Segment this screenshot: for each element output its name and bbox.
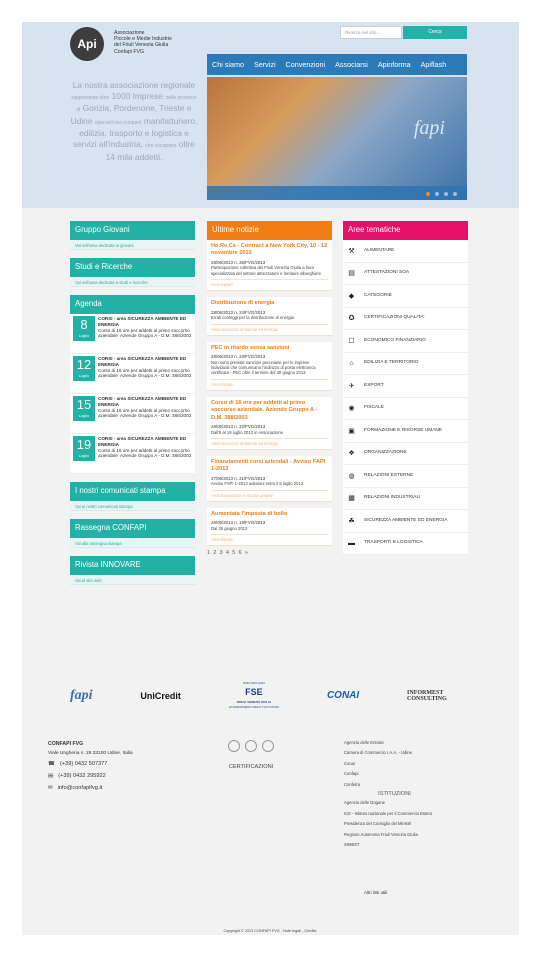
news-text: Dal 26 giugno 2013 (211, 525, 248, 531)
theme-label: RELAZIONI INDUSTRIALI (364, 495, 421, 501)
cert-badge-icon (245, 740, 257, 752)
theme-label: CATEGORIE (364, 292, 392, 298)
nav-apinforma[interactable]: Apinforma (377, 60, 411, 69)
agenda-desc: Corso di 16 ore per addetti al primo soccorso aziendale. Aziende Gruppo A - D.M. 388/2003 (98, 447, 192, 459)
unicredit-logo[interactable]: UniCredit (140, 690, 181, 701)
cert-badge-icon (228, 740, 240, 752)
slider-dots (426, 192, 457, 196)
footer-company: CONFAPI FVG (48, 741, 84, 747)
news-tag[interactable]: Area formazione e risorse umane (211, 490, 328, 498)
box-title: Ultime notizie (207, 221, 332, 240)
hero-caption: fapi (413, 117, 445, 139)
agenda-day: 19 (76, 437, 92, 452)
agenda-title: CORSI - area SICUREZZA AMBIENTE ED ENERGIA (98, 436, 187, 447)
news-meta: 26/06/2013 n. 19/FVG/2013 (211, 520, 266, 526)
footer-link[interactable]: Presidenza del Consiglio dei Ministri (344, 821, 412, 827)
intro-part: che occupano (145, 142, 177, 149)
left-column (70, 221, 195, 593)
news-tag[interactable]: Area fiscale (211, 379, 328, 387)
fapi-logo[interactable]: fapi (70, 687, 93, 703)
agenda-desc: Corso di 16 ore per addetti al primo soccorso aziendale. Aziende Gruppo A - D.M. 388/2003 (98, 367, 192, 379)
header (22, 22, 519, 208)
agenda-day: 12 (76, 357, 92, 372)
agenda-month: Luglio (78, 414, 90, 418)
footer-fax (48, 770, 133, 782)
news-meta: 27/06/2013 n. 21/FVG/2013 (211, 475, 266, 481)
intro-part: operanti nei comparti (94, 119, 142, 126)
nav-convenzioni[interactable]: Convenzioni (285, 60, 326, 69)
slider-dot[interactable] (435, 192, 439, 196)
news-text: Non sono previste sanzioni pecuniarie per le imprese individuali che comunicano l'indirizzo di posta elettronica certificata - PEC oltre il termine del 30 giugno 2013. (211, 359, 316, 376)
news-item (207, 397, 332, 450)
fse-logo[interactable] (229, 680, 279, 711)
theme-item[interactable] (343, 353, 468, 376)
copyright: Copyright © 2013 CONFAPI FVG - Note legali - Credits (223, 929, 317, 933)
logo-line: Confapi FVG (114, 48, 144, 55)
logo-line: del Friuli Venezia Giulia (114, 42, 169, 49)
gruppo-giovani-box (70, 221, 195, 250)
globe-icon: ◍ (348, 472, 355, 480)
logo-line: Associazione (114, 30, 145, 36)
news-title[interactable]: Aumentata l'imposta di bollo (211, 510, 288, 517)
theme-item[interactable] (343, 308, 468, 331)
box-title: Rivista INNOVARE (70, 556, 195, 575)
footer-link[interactable]: SIMEST (344, 842, 360, 848)
email-link[interactable]: info@confapifvg.it (57, 785, 103, 791)
intro-part: manifatturiero, edilizia, trasporto e logistica e servizi all'industria, (72, 115, 198, 149)
news-tag[interactable]: Area sicurezza ambiente ed energia (211, 324, 328, 332)
agenda-date (73, 436, 95, 461)
theme-label: CERTIFICAZIONI QUALITA' (364, 315, 425, 321)
footer-address: Viale Ungheria n. 28 33100 Udine, Italia (48, 751, 133, 756)
agenda-item[interactable] (70, 314, 195, 354)
news-title[interactable]: Distribuzione di energia (211, 300, 275, 307)
mail-icon: ✉ (48, 785, 53, 791)
theme-item[interactable] (343, 420, 468, 443)
footer-link[interactable]: Camera di Commercio I.A.A. - Udine (344, 750, 412, 756)
box-link[interactable]: Vai ai nostri comunicati stampa (70, 501, 195, 511)
nav-associarsi[interactable]: Associarsi (335, 60, 368, 69)
medal-icon: ✪ (348, 315, 355, 323)
nav-chi-siamo[interactable]: Chi siamo (212, 60, 244, 69)
news-tag[interactable]: Area export (211, 279, 328, 287)
slider-dot[interactable] (444, 192, 448, 196)
news-text: Avviso FAPI 1-2013 adesioni entro il 5 luglio 2013 (211, 481, 304, 487)
contact-card-icon: ▣ (348, 427, 355, 435)
footer-phone (48, 758, 133, 770)
box-title: Rassegna CONFAPI (70, 519, 195, 538)
news-meta: 28/06/2013 n. 25/FVG/2013 (211, 259, 266, 265)
agenda-day: 15 (76, 397, 92, 412)
fax-icon: ▤ (48, 773, 54, 779)
box-title: I nostri comunicati stampa (70, 482, 195, 501)
org-chart-icon: ❖ (348, 450, 355, 458)
theme-label: RELAZIONI ESTERNE (364, 472, 414, 478)
slider-dot[interactable] (426, 192, 430, 196)
box-link[interactable]: Vai nell'area dedicata ai giovani (70, 240, 195, 250)
fse-sub: FRIULI VENEZIA GIULIA (236, 700, 272, 704)
cert-badge-icon (262, 740, 274, 752)
coin-icon: ◉ (348, 405, 355, 413)
news-tag[interactable]: Area sicurezza ambiente ed energia (211, 438, 328, 446)
leaf-icon: ☘ (348, 517, 355, 525)
news-item (207, 508, 332, 546)
news-title[interactable]: Finanziamenti corsi aziendali - Avviso FAPI 1-2013 (211, 459, 326, 473)
agenda-item[interactable] (70, 394, 195, 434)
intro-text (70, 80, 198, 162)
theme-label: ALIMENTARE (364, 247, 395, 253)
footer-link[interactable]: Agenzia delle Dogane (344, 800, 385, 806)
fse-name: FSE (245, 687, 263, 697)
informest-logo[interactable]: INFORMEST CONSULTING (407, 689, 447, 702)
footer-email (48, 782, 133, 794)
agenda-date (73, 356, 95, 381)
agenda-day: 8 (80, 317, 88, 332)
theme-item[interactable] (343, 488, 468, 511)
theme-item[interactable] (343, 240, 468, 263)
phone-icon: ☎ (48, 761, 55, 767)
intro-part: oltre 14 mila addetti. (105, 138, 196, 162)
news-item (207, 456, 332, 502)
theme-item[interactable] (343, 263, 468, 286)
agenda-title: CORSI - area SICUREZZA AMBIENTE ED ENERGIA (98, 356, 187, 367)
rassegna-box (70, 519, 195, 548)
intro-part: La nostra associazione regionale (72, 80, 196, 90)
fax-text: (+39) 0432 295922 (58, 773, 106, 779)
news-meta: 28/06/2013 n. 23/FVG/2013 (211, 354, 266, 360)
news-title[interactable]: Corso di 16 ore per addetti al primo soccorso aziendale. Aziende Gruppo A - D.M. 388/2003 (211, 399, 318, 421)
theme-item[interactable] (343, 533, 468, 556)
footer (48, 740, 445, 890)
news-text: Partecipazione collettiva del Friuli Venezia Giulia a fiera specializzata del settore attrezzature e forniture alberghiere (211, 265, 322, 276)
agenda-desc: Corso di 16 ore per addetti al primo soccorso aziendale. Aziende Gruppo A - D.M. 388/2003 (98, 327, 192, 339)
theme-label: EXPORT (364, 382, 384, 388)
news-tag[interactable]: Area fiscale (211, 534, 328, 542)
footer-link[interactable]: Conai (344, 760, 355, 766)
news-item (207, 342, 332, 391)
fse-sub: POR 2007-2013 (243, 681, 265, 685)
nav-apiflash[interactable]: Apiflash (420, 60, 447, 69)
theme-label: FISCALE (364, 405, 384, 411)
agenda-month: Luglio (78, 334, 90, 338)
theme-label: ECONOMICO FINANZIARIO (364, 337, 426, 343)
other-links[interactable]: Altri link utili (364, 890, 388, 895)
theme-item[interactable] (343, 398, 468, 421)
theme-item[interactable] (343, 285, 468, 308)
search-button[interactable]: Cerca (403, 26, 467, 39)
conai-logo[interactable]: CONAI (326, 690, 360, 701)
footer-contacts (48, 740, 133, 794)
rivista-box (70, 556, 195, 585)
intro-part: rappresenta oltre (71, 94, 110, 101)
comunicati-box (70, 482, 195, 511)
truck-icon: ▬ (348, 539, 355, 547)
footer-link[interactable]: Agenzia delle Entrate (344, 740, 384, 745)
news-meta: 28/06/2013 n. 22/FVG/2013 (211, 424, 266, 430)
footer-certifications (216, 740, 286, 770)
news-item (207, 297, 332, 335)
theme-label: ATTESTAZIONI SOA (364, 270, 410, 276)
theme-item[interactable] (343, 375, 468, 398)
footer-link[interactable]: Confetra (344, 781, 361, 787)
factory-icon: ▦ (348, 495, 355, 503)
news-title[interactable]: PEC in ritardo senza sanzioni (211, 344, 290, 351)
nav-servizi[interactable]: Servizi (253, 60, 276, 69)
intro-part: , nelle province di (76, 94, 197, 114)
news-meta: 28/06/2013 n. 24/FVG/2013 (211, 309, 266, 315)
agenda-title: CORSI - area SICUREZZA AMBIENTE ED ENERGIA (98, 316, 187, 327)
theme-label: FORMAZIONE E RISORSE UMANE (364, 427, 443, 433)
theme-item[interactable] (343, 330, 468, 353)
home-icon: ⌂ (349, 359, 354, 367)
news-box (207, 221, 332, 560)
slider-dot[interactable] (453, 192, 457, 196)
hero-slider[interactable] (207, 77, 467, 200)
logo-line: Piccole e Medie Industrie (114, 36, 172, 43)
tools-icon: ⚒ (348, 247, 355, 255)
agenda-date (73, 316, 95, 341)
agenda-desc: Corso di 16 ore per addetti al primo soccorso aziendale. Aziende Gruppo A - D.M. 388/2003 (98, 407, 192, 419)
main-nav (207, 54, 467, 75)
themes-column (343, 221, 468, 563)
news-title[interactable]: Ho.Re.Ca - Contract a New York City, 10 - 12 novembre 2013 (211, 243, 328, 257)
api-logo[interactable]: Api (70, 27, 104, 61)
box-link[interactable]: Vai alla rassegna stampa (70, 538, 195, 548)
tag-icon: ◆ (348, 292, 355, 300)
studi-ricerche-box (70, 258, 195, 287)
themes-list (343, 240, 468, 555)
fse-sub: UN INVESTIMENTO PER IL TUO FUTURO (228, 706, 280, 709)
agenda-month: Luglio (78, 374, 90, 378)
agenda-item[interactable] (70, 354, 195, 394)
box-title: Agenda (70, 295, 195, 314)
cert-badges (216, 740, 286, 752)
news-column (207, 221, 332, 568)
box-title: Studi e Ricerche (70, 258, 195, 277)
search-input[interactable]: Ricerca nel sito... (340, 26, 402, 39)
footer-link[interactable]: ICE - Istituto nazionale per il Commercio Estero (344, 810, 433, 816)
intro-part: 1000 Imprese (111, 90, 163, 101)
theme-label: ORGANIZZAZIONE (364, 450, 407, 456)
agenda-date (73, 396, 95, 421)
pagination[interactable]: 1 2 3 4 5 6 » (207, 550, 248, 557)
document-icon: ▤ (348, 270, 355, 278)
partner-logos (70, 673, 467, 718)
agenda-month: Luglio (78, 454, 90, 458)
theme-label: TRASPORTI E LOGISTICA (364, 540, 423, 546)
footer-links (344, 740, 445, 852)
theme-label: EDILIZIA E TERRITORIO (364, 360, 419, 366)
theme-item[interactable] (343, 510, 468, 533)
agenda-title: CORSI - area SICUREZZA AMBIENTE ED ENERGIA (98, 396, 187, 407)
theme-item[interactable] (343, 443, 468, 466)
agenda-text (98, 396, 192, 431)
theme-item[interactable] (343, 465, 468, 488)
agenda-text (98, 316, 192, 351)
themes-box (343, 221, 468, 555)
agenda-text (98, 356, 192, 391)
logo-text (114, 30, 204, 55)
intro-part: Gorizia, Pordenone, Trieste e Udine (70, 103, 192, 126)
news-text: Errati conteggi per la distribuzione di energia (211, 315, 294, 321)
news-text: Dall'8 al 19 luglio 2013 in Associazione (211, 429, 284, 435)
plane-icon: ✈ (348, 382, 355, 390)
footer-link[interactable]: Confapi (344, 771, 359, 777)
cert-label: CERTIFICAZIONI (228, 764, 274, 770)
box-title: Aree tematiche (343, 221, 468, 240)
agenda-text (98, 436, 192, 471)
news-item (207, 240, 332, 291)
box-link[interactable]: Vai al sito web (70, 575, 195, 585)
box-title: Gruppo Giovani (70, 221, 195, 240)
agenda-item[interactable] (70, 434, 195, 474)
phone-text: (+39) 0432 507377 (59, 761, 108, 767)
agenda-box (70, 295, 195, 474)
theme-label: SICUREZZA AMBIENTE ED ENERGIA (364, 517, 448, 523)
box-link[interactable]: Vai nell'area dedicata a studi e ricerche (70, 277, 195, 287)
istituzioni-heading: ISTITUZIONI (378, 791, 411, 798)
footer-link[interactable]: Regione Autonoma Friuli Venezia Giulia (344, 831, 418, 837)
cart-icon: ☐ (348, 337, 355, 345)
